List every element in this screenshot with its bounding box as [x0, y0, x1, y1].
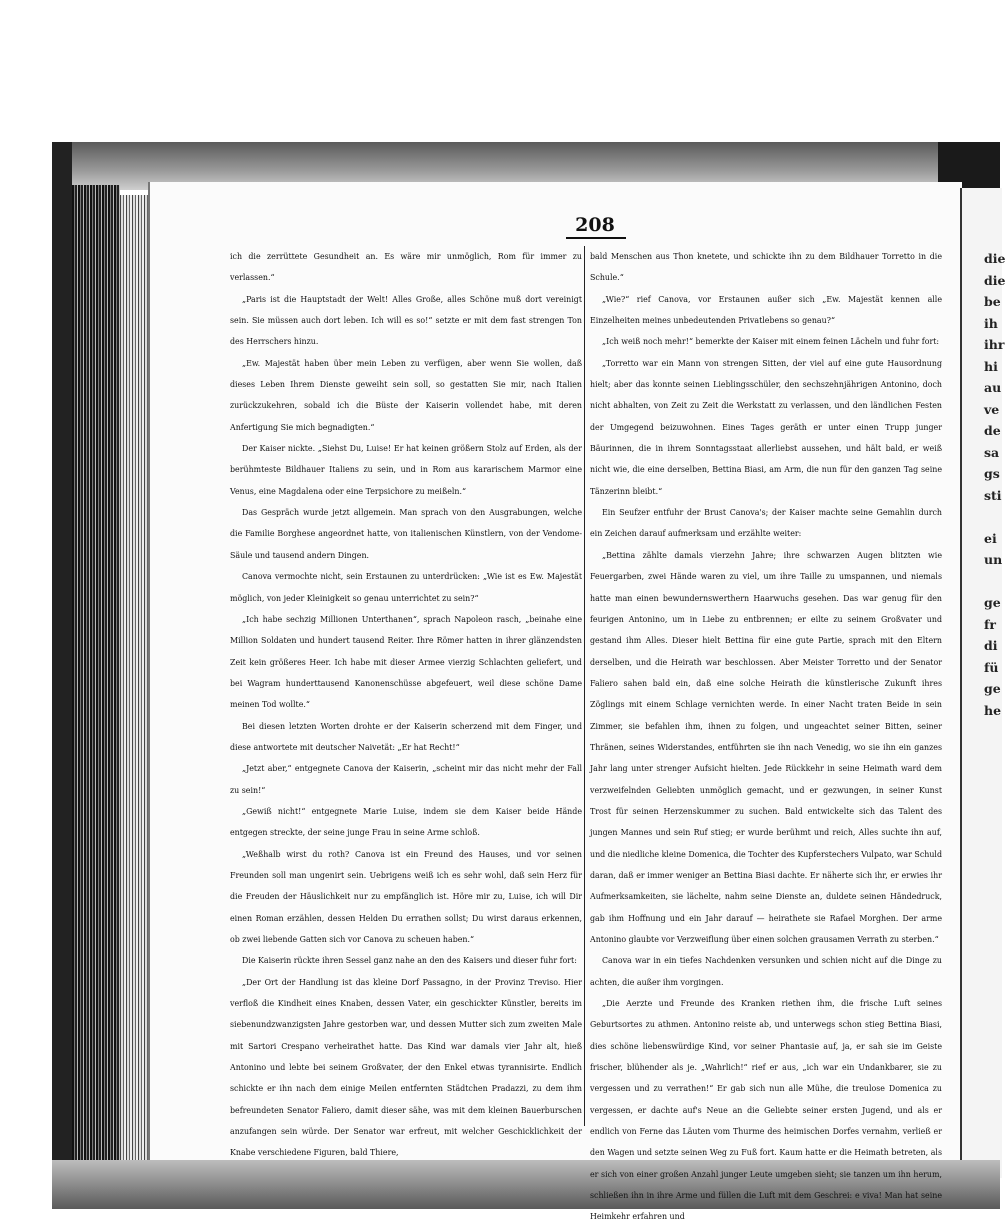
paragraph: Das Gespräch wurde jetzt allgemein. Man sprach von den Ausgrabungen, welche die Familie Borghese angeordnet hatte, von italienischen Künstlern, von der Vendome-Säule und tausend andern Dingen.	[230, 508, 582, 560]
column-divider	[584, 246, 585, 1126]
left-text-column	[230, 246, 582, 1164]
paragraph: „Ich habe sechzig Millionen Unterthanen“, sprach Napoleon rasch, „beinahe eine Million Soldaten und hundert tausend Reiter. Ihre Römer hatten in ihrer glänzendsten Zeit kein größeres Heer. Ich habe mit dieser Armee vierzig Schlachten geliefert, und bei Wagram hunderttausend Kanonenschüsse abgefeuert, weil diese schöne Dame meinen Tod wollte.“	[230, 614, 582, 710]
book-page-edges	[72, 185, 120, 1175]
paragraph: Die Kaiserin rückte ihren Sessel ganz nahe an den des Kaisers und dieser fuhr fort:	[242, 956, 577, 966]
next-page-edge	[960, 188, 1005, 1178]
next-page-text-fragment: die die be ih ihr hi au ve de sa gs sti ei un ge fr di fü ge he	[984, 251, 1005, 718]
paragraph: Ein Seufzer entfuhr der Brust Canova's; der Kaiser machte seine Gemahlin durch ein Zeichen darauf aufmerksam und erzählte weiter:	[590, 508, 942, 539]
paragraph: „Bettina zählte damals vierzehn Jahre; ihre schwarzen Augen blitzten wie Feuergarben, zwei Hände waren zu viel, um ihre Taille zu umspannen, und niemals hatte man einen bewundernswerthern Haarwuchs gesehen. Das war genug für den feurigen Antonino, um in Liebe zu entbrennen; er eilte zu seinem Großvater und gestand ihm Alles. Dieser hielt Bettina für eine gute Partie, sprach mit den Eltern derselben, und die Heirath war beschlossen. Aber Meister Torretto und der Senator Faliero sahen bald ein, daß eine solche Heirath die künstlerische Zukunft ihres Zöglings mit einem Schlage vernichten werde. In einer Nacht traten Beide in sein Zimmer, sie befahlen ihm, ihnen zu folgen, und ungeachtet seiner Bitten, seiner Thränen, seines Widerstandes, entführten sie ihn nach Venedig, wo sie ihn ein ganzes Jahr lang unter strenger Aufsicht hielten. Jede Rückkehr in seine Heimath ward dem verzweifelnden Geliebten unmöglich gemacht, und er gezwungen, in seiner Kunst Trost für seinen Herzenskummer zu suchen. Bald entwickelte sich das Talent des jungen Mannes und sein Ruf stieg; er wurde berühmt und reich, Alles suchte ihn auf, und die niedliche kleine Domenica, die Tochter des Kupferstechers Vulpato, war Schuld daran, daß er immer weniger an Bettina Biasi dachte. Er näherte sich ihr, er erwies ihr Aufmerksamkeiten, sie lächelte, nahm seine Dienste an, duldete seinen Händedruck, gab ihm Hoffnung und ein Jahr darauf — heirathete sie Rafael Morghen. Der arme Antonino glaubte vor Verzweiflung über einen solchen grausamen Verrath zu sterben.“	[590, 550, 942, 944]
paragraph: „Weßhalb wirst du roth? Canova ist ein Freund des Hauses, und vor seinen Freunden soll man ungenirt sein. Uebrigens weiß ich es sehr wohl, daß sein Herz für die Freuden der Häuslichkeit nur zu empfänglich ist. Höre mir zu, Luise, ich will Dir einen Roman erzählen, dessen Helden Du errathen sollst; Du wirst daraus erkennen, ob zwei liebende Gatten sich vor Canova zu scheuen haben.“	[230, 849, 582, 944]
paragraph: bald Menschen aus Thon knetete, und schickte ihn zu dem Bildhauer Torretto in die Schule.“	[590, 252, 942, 283]
paragraph: „Gewiß nicht!“ entgegnete Marie Luise, indem sie dem Kaiser beide Hände entgegen streckte, der seine junge Frau in seine Arme schloß.	[230, 806, 582, 838]
right-text-column	[590, 246, 942, 1228]
page-number-rule	[566, 237, 626, 239]
paragraph: „Wie?“ rief Canova, vor Erstaunen außer sich „Ew. Majestät kennen alle Einzelheiten meines unbedeutenden Privatlebens so genau?“	[590, 294, 942, 326]
paragraph: Der Kaiser nickte. „Siehst Du, Luise! Er hat keinen größern Stolz auf Erden, als der berühmteste Bildhauer Italiens zu sein, und in Rom aus kararischem Marmor eine Venus, eine Magdalena oder eine Terpsichore zu meißeln.“	[230, 444, 582, 496]
paragraph: Canova war in ein tiefes Nachdenken versunken und schien nicht auf die Dinge zu achten, die außer ihm vorgingen.	[590, 956, 942, 987]
book-page-edges-inner	[120, 195, 150, 1165]
paragraph: „Jetzt aber,“ entgegnete Canova der Kaiserin, „scheint mir das nicht mehr der Fall zu sein!“	[230, 764, 582, 795]
paragraph: Bei diesen letzten Worten drohte er der Kaiserin scherzend mit dem Finger, und diese antwortete mit deutscher Naivetät: „Er hat Recht!“	[230, 721, 582, 752]
paragraph: „Die Aerzte und Freunde des Kranken riethen ihm, die frische Luft seines Geburtsortes zu athmen. Antonino reiste ab, und unterwegs schon stieg Bettina Biasi, dies schöne liebenswürdige Kind, vor seiner Phantasie auf, ja, er sah sie im Geiste frischer, blühender als je. „Wahrlich!“ rief er aus, „ich war ein Undankbarer, sie zu vergessen und zu verrathen!“ Er gab sich nun alle Mühe, die treulose Domenica zu vergessen, er dachte auf's Neue an die Geliebte seiner ersten Jugend, und als er endlich von Ferne das Läuten vom Thurme des heimischen Dorfes vernahm, verließ er den Wagen und setzte seinen Weg zu Fuß fort. Kaum hatte er die Heimath betreten, als er sich von einer großen Anzahl junger Leute umgeben sieht; sie tanzen um ihn herum, schließen ihn in ihre Arme und füllen die Luft mit dem Geschrei: e viva! Man hat seine Heimkehr erfahren und	[590, 999, 942, 1222]
scan-left-edge	[52, 142, 72, 1209]
paragraph: „Ich weiß noch mehr!“ bemerkte der Kaiser mit einem feinen Lächeln und fuhr fort:	[602, 337, 940, 347]
paragraph: „Paris ist die Hauptstadt der Welt! Alles Große, alles Schöne muß dort vereinigt sein. Sie müssen auch dort leben. Ich will es so!“ setzte er mit dem fast strengen Ton des Herrschers hinzu.	[230, 294, 582, 347]
paragraph: ich die zerrüttete Gesundheit an. Es wäre mir unmöglich, Rom für immer zu verlassen.“	[230, 252, 582, 283]
paragraph: „Torretto war ein Mann von strengen Sitten, der viel auf eine gute Hausordnung hielt; aber das konnte seinen Lieblingsschüler, den sechszehnjährigen Antonino, doch nicht abhalten, von Zeit zu Zeit die Werkstatt zu verlassen, und den ländlichen Festen der Umgegend beizuwohnen. Eines Tages geräth er unter einen Trupp junger Bäurinnen, die in ihrem Sonntagsstaat allerliebst aussehen, und hält bald, er weiß nicht wie, die eine derselben, Bettina Biasi, am Arm, die nun für den ganzen Tag seine Tänzerinn bleibt.“	[590, 358, 942, 496]
page-number: 208	[575, 214, 615, 236]
paragraph: „Der Ort der Handlung ist das kleine Dorf Passagno, in der Provinz Treviso. Hier verfloß die Kindheit eines Knaben, dessen Vater, ein geschickter Künstler, bereits im siebenundzwanzigsten Jahre gestorben war, und dessen Mutter sich zum zweiten Male mit Sartori Crespano verheirathet hatte. Das Kind war damals vier Jahr alt, hieß Antonino und lebte bei seinem Großvater, der den Enkel etwas tyrannisirte. Endlich schickte er ihn nach dem einige Meilen entfernten Städtchen Pradazzi, zu dem ihm befreundeten Senator Faliero, damit dieser sähe, was mit dem kleinen Bauerburschen anzufangen sein würde. Der Senator war erfreut, mit welcher Geschicklichkeit der Knabe verschiedene Figuren, bald Thiere,	[230, 977, 582, 1158]
paragraph: „Ew. Majestät haben über mein Leben zu verfügen, aber wenn Sie wollen, daß dieses Leben Ihrem Dienste geweiht sein soll, so gestatten Sie mir, nach Italien zurückzukehren, sobald ich die Büste der Kaiserin vollendet habe, mit deren Anfertigung Sie mich begnadigten.“	[230, 358, 582, 432]
paragraph: Canova vermochte nicht, sein Erstaunen zu unterdrücken: „Wie ist es Ew. Majestät möglich, von jeder Kleinigkeit so genau unterrichtet zu sein?“	[230, 572, 582, 603]
